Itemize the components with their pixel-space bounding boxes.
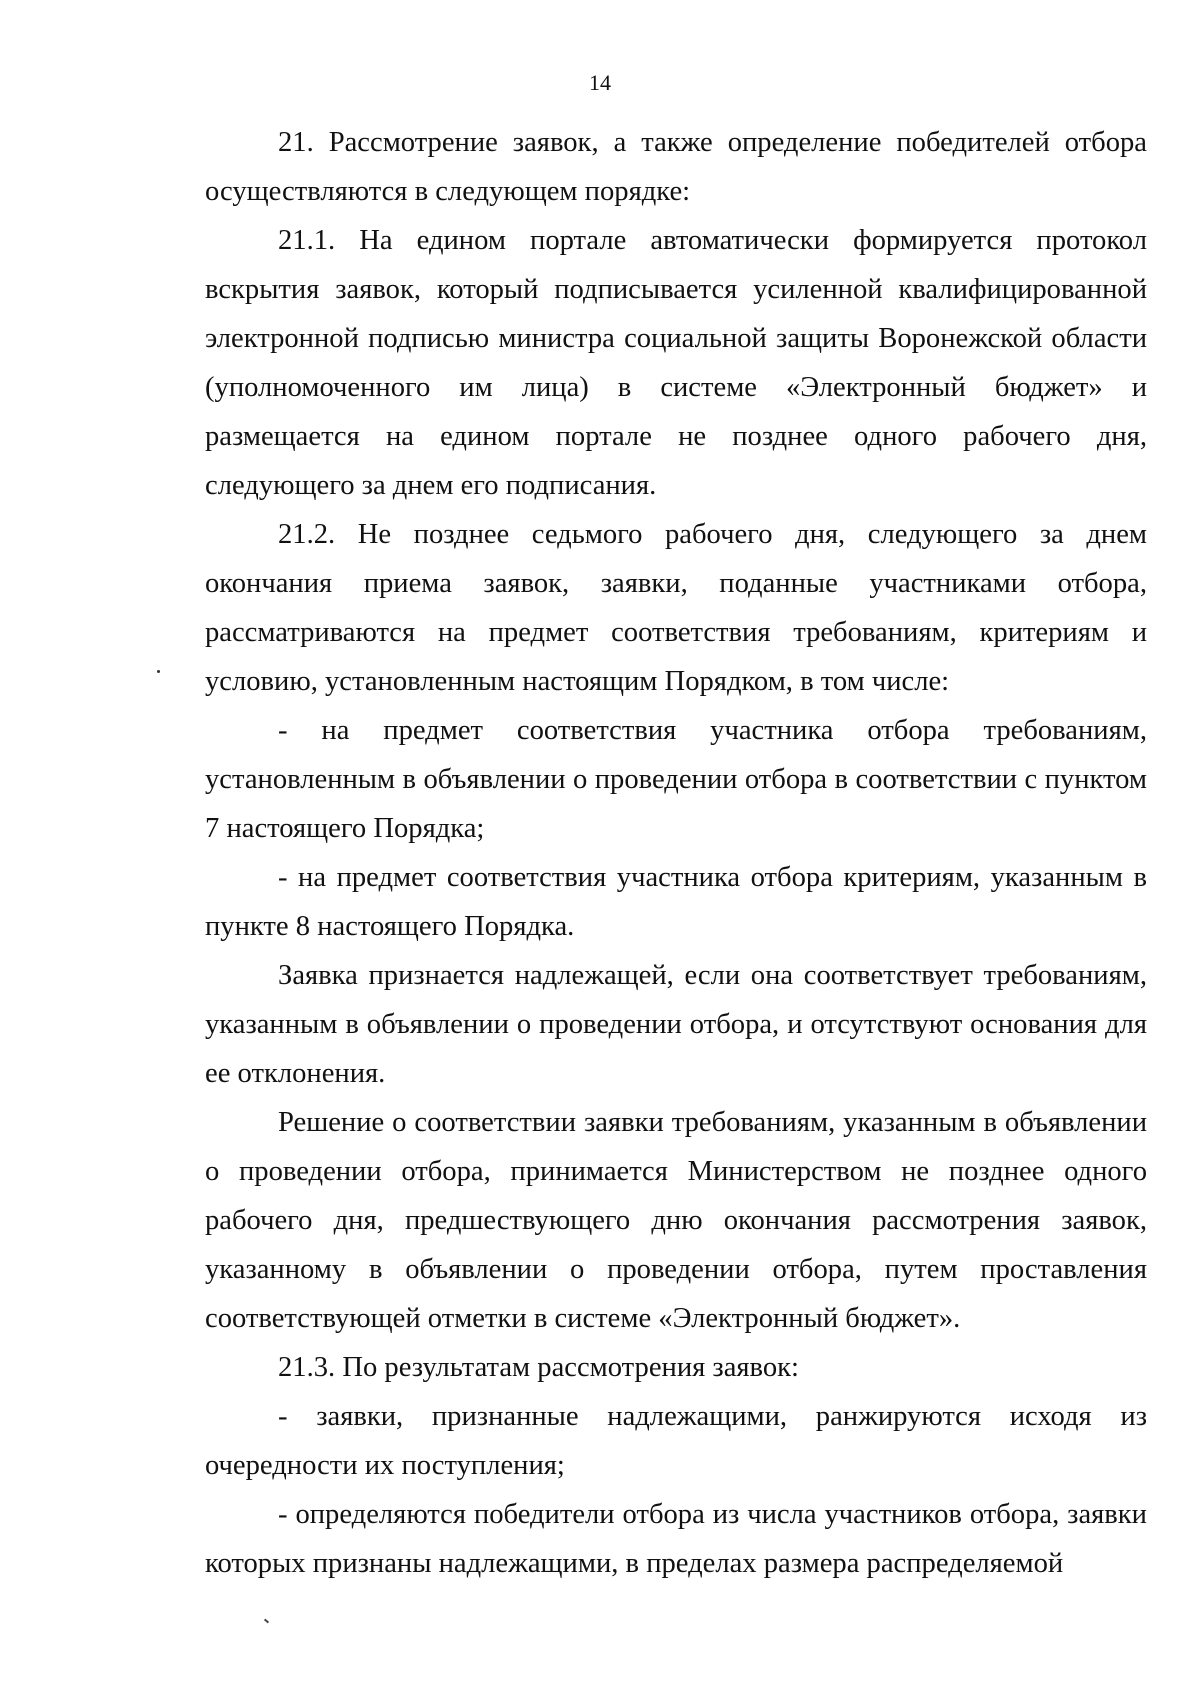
list-item-requirements: - на предмет соответствия участника отбора требованиям, установленным в объявлении о проведении отбора в соответствии с пунктом 7 настоящего Порядка; xyxy=(205,715,1147,844)
scan-artifact-tick xyxy=(264,1619,269,1624)
page-number: 14 xyxy=(589,70,611,95)
scan-artifact-dot xyxy=(157,670,160,673)
paragraph-21: 21. Рассмотрение заявок, а также определение победителей отбора осуществляются в следующем порядке: xyxy=(205,127,1147,207)
paragraph-21-1: 21.1. На едином портале автоматически формируется протокол вскрытия заявок, который подписывается усиленной квалифицированной электронной подписью министра социальной защиты Воронежской области (уполномоченного им лица) в системе «Электронный бюджет» и размещается на едином портале не позднее одного рабочего дня, следующего за днем его подписания. xyxy=(205,225,1147,501)
paragraph-decision: Решение о соответствии заявки требованиям, указанным в объявлении о проведении отбора, принимается Министерством не позднее одного рабочего дня, предшествующего дню окончания рассмотрения заявок, указанному в объявлении о проведении отбора, путем проставления соответствующей отметки в системе «Электронный бюджет». xyxy=(205,1107,1147,1334)
paragraph-proper-application: Заявка признается надлежащей, если она соответствует требованиям, указанным в объявлении о проведении отбора, и отсутствуют основания для ее отклонения. xyxy=(205,960,1147,1089)
paragraph-21-2: 21.2. Не позднее седьмого рабочего дня, следующего за днем окончания приема заявок, заявки, поданные участниками отбора, рассматриваются на предмет соответствия требованиям, критериям и условию, установленным настоящим Порядком, в том числе: xyxy=(205,519,1147,697)
document-body xyxy=(205,118,1147,1588)
paragraph-21-3: 21.3. По результатам рассмотрения заявок: xyxy=(278,1352,799,1383)
list-item-winners: - определяются победители отбора из числа участников отбора, заявки которых признаны надлежащими, в пределах размера распределяемой xyxy=(205,1499,1147,1579)
list-item-criteria: - на предмет соответствия участника отбора критериям, указанным в пункте 8 настоящего Порядка. xyxy=(205,862,1147,942)
list-item-ranking: - заявки, признанные надлежащими, ранжируются исходя из очередности их поступления; xyxy=(205,1401,1147,1481)
